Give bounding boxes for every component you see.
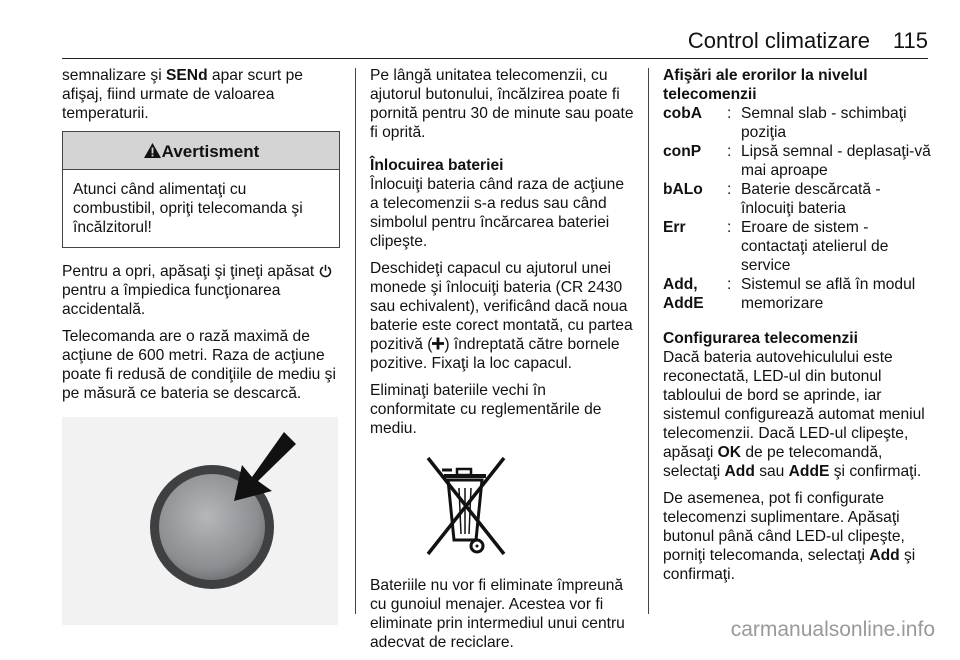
power-icon (319, 264, 332, 278)
error-codes-table (663, 104, 931, 313)
watermark: carmanualsonline.info (730, 618, 935, 641)
paragraph: Telecomanda are o rază maximă de acţiune de 600 metri. Raza de acţiune poate fi redusă de condiţiile de mediu şi pe măsură ce bateria se descarcă. (62, 328, 336, 402)
warning-header (63, 132, 339, 170)
table-row: conP : Lipsă semnal - deplasaţi-vă mai aproape (663, 143, 931, 179)
column-separator (648, 68, 649, 614)
paragraph: semnalizare şi SENd apar scurt pe afişaj, fiind urmate de valoarea temperaturii. (62, 67, 303, 122)
column-separator (355, 68, 356, 614)
header-rule (62, 58, 928, 59)
section-heading: Configurarea telecomenzii (663, 330, 858, 347)
display-code: SENd (166, 67, 208, 84)
table-row: bALo : Baterie descărcată - înlocuiţi bateria (663, 181, 881, 217)
table-row: cobA : Semnal slab - schimbaţi poziţia (663, 105, 907, 141)
paragraph: Pentru a opri, apăsaţi şi ţineţi apăsat pentru a împiedica funcţionarea accidentală. (62, 262, 340, 319)
page-number: 115 (892, 28, 928, 53)
paragraph: Înlocuiţi bateria când raza de acţiune a telecomenzii s-a redus sau când simbolul pentru încărcarea bateriei clipeşte. (370, 176, 624, 250)
warning-box (62, 131, 340, 248)
plus-icon (432, 337, 444, 350)
section-heading: Afişări ale erorilor la nivelul telecomenzii (663, 67, 868, 103)
paragraph: Eliminaţi bateriile vechi în conformitate cu reglementările de mediu. (370, 382, 602, 437)
table-row: Err : Eroare de sistem - contactaţi atelierul de service (663, 219, 889, 274)
remote-button-illustration (62, 417, 338, 625)
column-right (663, 66, 931, 592)
section-heading: Înlocuirea bateriei (370, 157, 504, 174)
crossed-bin-icon (370, 446, 634, 566)
warning-title: Avertisment (161, 142, 260, 161)
paragraph: Bateriile nu vor fi eliminate împreună cu gunoiul menajer. Acestea vor fi eliminate prin intermediul unui centru adecvat de reciclare. (370, 577, 625, 651)
page-header-title: Control climatizare (687, 28, 870, 53)
table-row: Add, AddE : Sistemul se află în modul memorizare (663, 276, 916, 312)
paragraph: De asemenea, pot fi configurate telecomenzi suplimentare. Apăsaţi butonul până când LED-ul clipeşte, porniţi telecomanda, selectaţi Add şi confirmaţi. (663, 490, 916, 583)
paragraph: Deschideţi capacul cu ajutorul unei monede şi înlocuiţi bateria (CR 2430 sau echivalent), verificând dacă noua baterie este corect montată, cu partea pozitivă ( ) îndreptată către bornele pozitive. Fixaţi la loc capacul. (370, 260, 633, 372)
column-left (62, 66, 340, 625)
warning-icon (143, 142, 162, 159)
paragraph: Dacă bateria autovehiculului este reconectată, LED-ul din butonul tabloului de bord se aprinde, iar sistemul configurează automat meniul telecomenzii. Dacă LED-ul clipeşte, apăsaţi OK de pe telecomandă, selectaţi Add sau AddE şi confirmaţi. (663, 349, 925, 480)
paragraph: Pe lângă unitatea telecomenzii, cu ajutorul butonului, încălzirea poate fi pornită pentru 30 de minute sau poate fi oprită. (370, 67, 634, 141)
column-middle (370, 66, 634, 660)
warning-text: Atunci când alimentaţi cu combustibil, opriţi telecomanda şi încălzitorul! (73, 181, 303, 236)
